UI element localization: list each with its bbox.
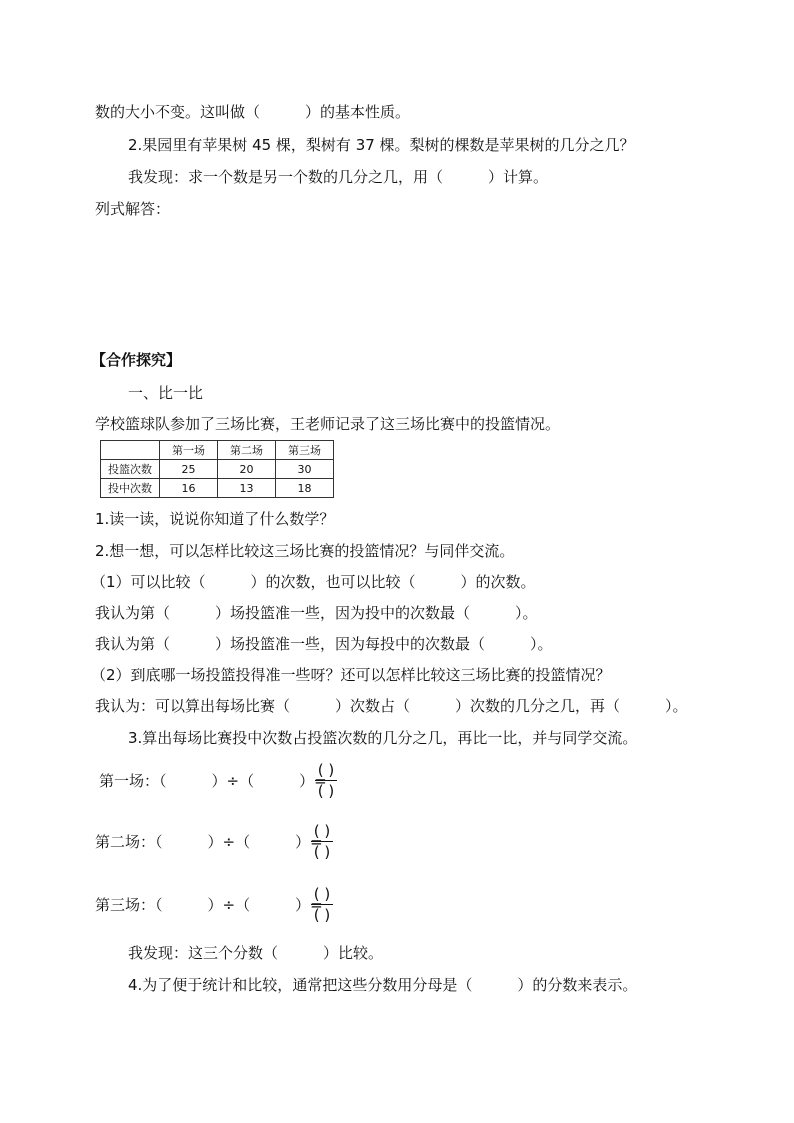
game-3-equation: 第三场：（ ）÷（ ）= [95, 896, 323, 914]
fraction-denominator: ( ) [313, 906, 331, 924]
question-2-text: 2.果园里有苹果树 45 棵，梨树有 37 棵。梨树的棵数是苹果树的几分之几？ [128, 136, 635, 154]
game-2-equation: 第二场：（ ）÷（ ）= [95, 833, 323, 851]
table-cell: 投中次数 [101, 479, 160, 498]
finding-fractions: 我发现：这三个分数（ ）比较。 [128, 944, 384, 962]
answer-label: 列式解答： [95, 200, 171, 218]
question-2: 2.想一想，可以怎样比较这三场比赛的投篮情况？与同伴交流。 [95, 542, 515, 560]
question-2-part-2: （2）到底哪一场投篮投得准一些呀？还可以怎样比较这三场比赛的投篮情况？ [91, 666, 611, 684]
section-subtitle: 一、比一比 [128, 384, 204, 402]
question-1: 1.读一读，说说你知道了什么数学？ [95, 510, 335, 528]
fraction-denominator: ( ) [317, 782, 335, 800]
basketball-stats-table [100, 440, 334, 498]
question-4: 4.为了便于统计和比较，通常把这些分数用分母是（ ）的分数来表示。 [128, 976, 638, 994]
table-header-cell [101, 441, 160, 460]
question-2-part-1: （1）可以比较（ ）的次数，也可以比较（ ）的次数。 [91, 573, 536, 591]
fraction-denominator: ( ) [313, 843, 331, 861]
table-row [101, 460, 334, 479]
table-header-cell: 第一场 [160, 441, 218, 460]
finding-line: 我发现：求一个数是另一个数的几分之几，用（ ）计算。 [128, 168, 549, 186]
table-cell: 25 [160, 460, 218, 479]
table-cell: 16 [160, 479, 218, 498]
opinion-line-1: 我认为第（ ）场投篮准一些，因为投中的次数最（ ）。 [95, 604, 538, 622]
table-cell: 30 [276, 460, 334, 479]
table-cell: 18 [276, 479, 334, 498]
fraction-blank [311, 822, 333, 861]
fraction-numerator: ( ) [311, 822, 333, 842]
fraction-blank [315, 761, 337, 800]
table-row [101, 479, 334, 498]
intro-line-1: 数的大小不变。这叫做（ ）的基本性质。 [95, 103, 411, 121]
fraction-numerator: ( ) [315, 761, 337, 781]
game-1-equation: 第一场：（ ）÷（ ）= [99, 772, 327, 790]
section-description: 学校篮球队参加了三场比赛，王老师记录了这三场比赛中的投篮情况。 [95, 415, 561, 433]
section-title: 【合作探究】 [91, 351, 182, 369]
table-header-cell: 第二场 [218, 441, 276, 460]
table-cell: 投篮次数 [101, 460, 160, 479]
opinion-line-3: 我认为：可以算出每场比赛（ ）次数占（ ）次数的几分之几，再（ ）。 [95, 697, 688, 715]
question-3: 3.算出每场比赛投中次数占投篮次数的几分之几，再比一比，并与同学交流。 [128, 729, 638, 747]
table-cell: 20 [218, 460, 276, 479]
table-header-cell: 第三场 [276, 441, 334, 460]
table-header-row [101, 441, 334, 460]
fraction-blank [311, 885, 333, 924]
table-cell: 13 [218, 479, 276, 498]
fraction-numerator: ( ) [311, 885, 333, 905]
opinion-line-2: 我认为第（ ）场投篮准一些，因为每投中的次数最（ ）。 [95, 635, 553, 653]
